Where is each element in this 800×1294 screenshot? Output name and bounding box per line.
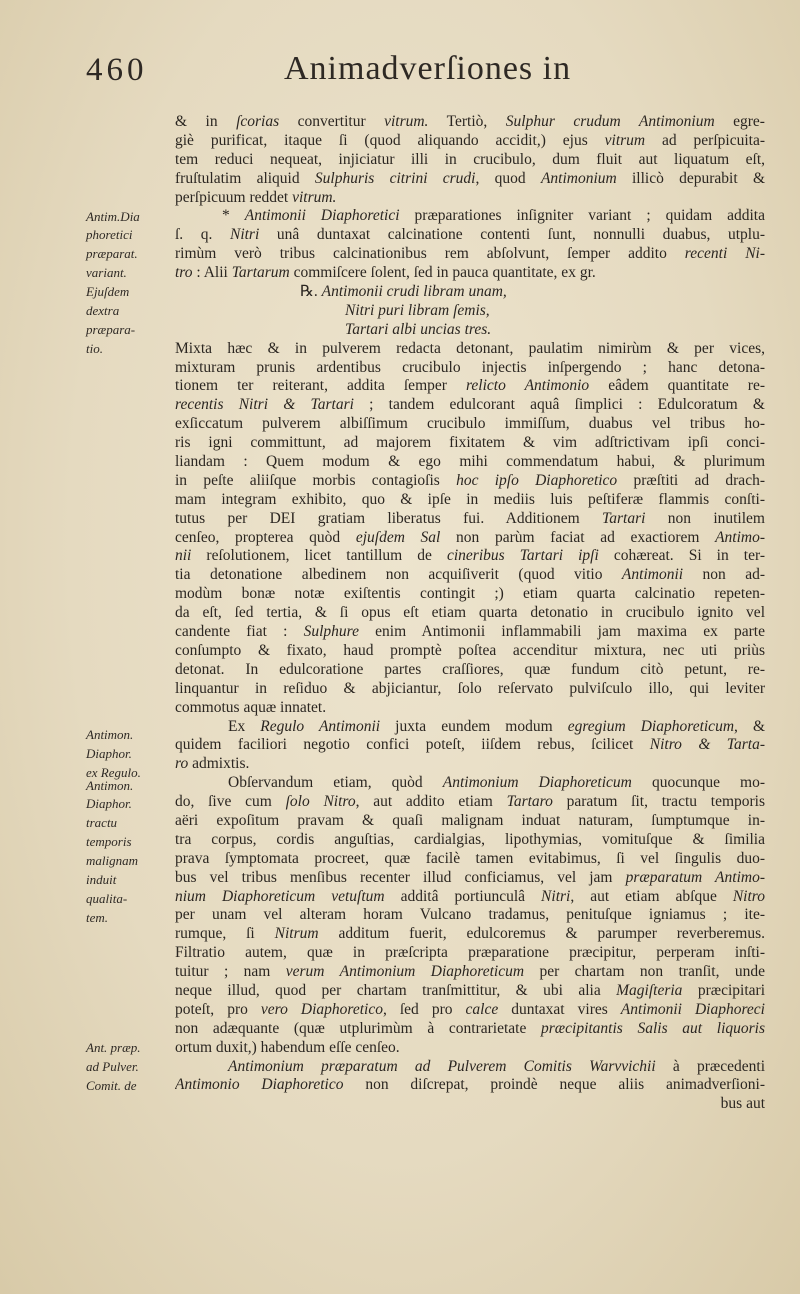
text-run: duntaxat vires — [498, 1000, 621, 1018]
margin-note-line: tio. — [86, 340, 103, 356]
italic-run: Magiſteria — [616, 981, 683, 999]
text-line — [175, 302, 765, 321]
text-run: , & — [734, 717, 765, 735]
italic-run: Nitri — [229, 226, 260, 244]
text-line — [175, 906, 765, 925]
italic-run: vitrum — [604, 131, 646, 149]
running-title: Animadverſiones in — [284, 50, 572, 87]
text-line — [175, 1076, 765, 1095]
text-line — [175, 925, 765, 944]
text-line — [175, 831, 765, 850]
text-line — [175, 510, 765, 529]
text-run: convertitur — [279, 113, 385, 130]
margin-note-line: variant. — [86, 265, 127, 281]
italic-run: ſolo Nitro — [285, 793, 356, 811]
text-run: eâdem quantitate re- — [589, 377, 765, 395]
text-run: egre- — [714, 113, 765, 130]
text-run: tra corpus, cordis anguſtias, cardialgias, lipothymias, vomituſque & ſimilia — [175, 830, 765, 848]
italic-run: Sulphure — [303, 623, 359, 641]
text-line — [175, 396, 765, 415]
margin-note-line: Comit. de — [86, 1077, 137, 1093]
text-run: præparationes inſigniter variant ; quidam addita — [399, 207, 765, 225]
text-run: paratum ſit, tractu temporis — [552, 793, 765, 811]
italic-run: cineribus Tartari ipſi — [446, 547, 599, 565]
text-run: enim Antimonii inflammabili jam maxima ex parte — [359, 623, 765, 641]
text-line — [175, 321, 765, 340]
text-line — [175, 491, 765, 510]
italic-run: relicto Antimonio — [465, 377, 590, 395]
italic-run: nii — [175, 547, 192, 565]
italic-run: Tartari albi uncias tres. — [345, 320, 492, 338]
italic-run: Nitro & Tarta- — [649, 736, 765, 754]
italic-run: egregium Diaphoreticum — [567, 717, 735, 735]
margin-note-line: Antim.Dia — [86, 208, 140, 224]
text-run: giè purificat, itaque ſi (quod aliquando accidit,) ejus — [175, 131, 605, 149]
italic-run: nium Diaphoreticum vetuſtum — [175, 887, 385, 905]
italic-run: calce — [465, 1000, 499, 1018]
text-run: liandam : Quem modum & ego mihi commendatum habui, & plurimum — [175, 453, 765, 471]
text-line — [175, 132, 765, 151]
text-line — [175, 642, 765, 661]
margin-note-line: Diaphor. — [86, 796, 132, 812]
text-run: tem reduci nequeat, injiciatur illi in crucibulo, dum fluit aut liquatum eſt, — [175, 150, 765, 168]
text-line — [175, 1039, 765, 1058]
italic-run: Antimonii Diaphoreci — [620, 1000, 765, 1018]
text-run: ris igni committunt, ad majorem fixitatem & vim adſtrictivam ipſi conci- — [175, 434, 765, 452]
italic-run: vero Diaphoretico — [260, 1000, 383, 1018]
italic-run: Nitro — [732, 887, 765, 905]
page-number: 460 — [86, 52, 148, 88]
text-run: reſolutionem, licet tantillum de — [191, 547, 447, 565]
text-run: & in — [175, 113, 237, 130]
text-run: , aut addito etiam — [355, 793, 507, 811]
text-run: detonat. In edulcoratione partes craſſiores, quæ fundum citò petunt, re- — [175, 660, 765, 678]
margin-note-line: præparat. — [86, 246, 138, 262]
text-run: , aut etiam abſque — [570, 887, 733, 905]
text-lines — [175, 113, 765, 1095]
text-run: neque illud, quod per chartam tranſmittitur, & ubi alia — [175, 981, 617, 999]
margin-note-line: Antimon. — [86, 777, 134, 793]
margin-note — [86, 208, 140, 284]
text-line — [175, 888, 765, 907]
text-line — [175, 623, 765, 642]
text-run: præſtiti ad drach- — [617, 471, 765, 489]
text-line — [175, 812, 765, 831]
text-line — [175, 207, 765, 226]
text-line — [175, 340, 765, 359]
italic-run: recenti Ni- — [684, 245, 765, 263]
text-line — [175, 170, 765, 189]
text-run: per chartam non tranſit, unde — [524, 963, 765, 981]
italic-run: ſcorias — [236, 113, 280, 130]
margin-note-line: tem. — [86, 909, 109, 925]
margin-note-line: præpara- — [86, 321, 136, 337]
text-line — [175, 680, 765, 699]
italic-run: Nitri — [541, 887, 571, 905]
italic-run: ejuſdem Sal — [355, 528, 441, 546]
text-run: admixtis. — [188, 755, 250, 773]
text-run: tia detonatione albedinem non acquiſiverit (quod vitio — [175, 566, 622, 584]
text-run: ſ. q. — [175, 226, 230, 244]
text-line — [175, 850, 765, 869]
italic-run: præcipitantis Salis aut liquoris — [541, 1019, 765, 1037]
text-run: candente fiat : — [175, 623, 304, 641]
text-run: mixturam prunis ardentibus crucibulo injectis inſpergendo ; hanc detona- — [175, 358, 765, 376]
italic-run: Nitrum — [274, 925, 319, 943]
margin-note-line: Diaphor. — [86, 745, 132, 761]
italic-run: vitrum. — [384, 113, 429, 130]
italic-run: Sulphuris citrini crudi — [314, 169, 476, 187]
text-run: Filtratio autem, quæ in præſcripta præparatione præcipitur, perperam inſti- — [175, 944, 765, 962]
text-run: commotus aquæ innatet. — [175, 698, 327, 716]
text-line — [175, 1058, 765, 1077]
text-line — [175, 226, 765, 245]
text-line — [175, 151, 765, 170]
text-line — [175, 453, 765, 472]
text-run: cenſeo, propterea quòd — [175, 528, 356, 546]
text-run: Obſervandum etiam, quòd — [228, 774, 443, 792]
margin-note — [86, 283, 135, 359]
italic-run: Nitri puri libram ſemis, — [345, 301, 490, 319]
text-run: additum fuerit, edulcoremus & parumper reverberemus. — [318, 925, 765, 943]
text-run: Tertiò, — [428, 113, 506, 130]
italic-run: vitrum. — [292, 188, 337, 206]
text-run: Mixta hæc & in pulverem redacta detonant, paulatim nimirùm & per vices, — [175, 339, 765, 357]
text-line — [175, 113, 765, 132]
margin-note — [86, 726, 141, 783]
text-run: tutus per DEI gratiam liberatus fui. Additionem — [175, 509, 603, 527]
text-run: * — [222, 207, 245, 225]
text-line — [175, 793, 765, 812]
text-run: exſiccatum pulverem albiſſimum crucibulo immiſſum, duabus vel tribus ho- — [175, 415, 765, 433]
text-run: à præcedenti — [655, 1057, 765, 1075]
text-line — [175, 944, 765, 963]
text-run: per unam vel alteram horam Vulcano tradamus, penituſque igniamus ; ite- — [175, 906, 765, 924]
text-run: non inutilem — [645, 509, 765, 527]
text-run: in peſte aliiſque morbis contagioſis — [175, 471, 457, 489]
text-line — [175, 566, 765, 585]
italic-run: Antimonium Diaphoreticum — [442, 774, 632, 792]
text-line — [175, 359, 765, 378]
text-run: additâ portiunculâ — [384, 887, 542, 905]
italic-run: Sulphur crudum Antimonium — [505, 113, 715, 130]
text-line — [175, 774, 765, 793]
text-line — [175, 434, 765, 453]
text-line — [175, 264, 765, 283]
body-text — [175, 113, 765, 1114]
italic-run: tro — [175, 264, 193, 282]
text-line — [175, 472, 765, 491]
italic-run: præparatum Antimo- — [625, 868, 765, 886]
text-run: ortum duxit,) habendum eſſe cenſeo. — [175, 1038, 400, 1056]
text-line — [175, 415, 765, 434]
text-run: quidem faciliori negotio confici poteſt, iiſdem rebus, ſcilicet — [175, 736, 650, 754]
italic-run: ro — [175, 755, 189, 773]
italic-run: Antimonio Diaphoretico — [175, 1076, 344, 1094]
italic-run: Antimonii Diaphoretici — [244, 207, 400, 225]
italic-run: Antimo- — [715, 528, 765, 546]
italic-run: Tartari — [602, 509, 646, 527]
margin-note-line: Antimon. — [86, 726, 134, 742]
text-run: bus vel tribus menſibus recenter illud conficiamus, vel jam — [175, 868, 626, 886]
text-run: præcipitari — [682, 981, 765, 999]
text-run: tionem ter reiterant, addita ſemper — [175, 377, 466, 395]
text-line — [175, 963, 765, 982]
italic-run: Regulo Antimonii — [260, 717, 381, 735]
margin-note-line: ad Pulver. — [86, 1058, 139, 1074]
text-run: Ex — [228, 717, 261, 735]
text-run: juxta eundem modum — [380, 717, 568, 735]
text-line — [175, 982, 765, 1001]
text-line — [175, 377, 765, 396]
catchword: bus aut — [720, 1095, 765, 1113]
text-run: fruſtulatim aliquid — [175, 169, 315, 187]
margin-note — [86, 777, 138, 928]
text-line — [175, 604, 765, 623]
margin-note-line: temporis — [86, 834, 132, 850]
margin-note — [86, 1039, 141, 1096]
text-run: poteſt, pro — [175, 1000, 261, 1018]
italic-run: Tartaro — [506, 793, 553, 811]
text-run: illicò depurabit & — [616, 169, 765, 187]
italic-run: Antimonii — [621, 566, 684, 584]
text-run: mam integram exhibito, quo & ipſe in mediis luis peſtiferæ flammis conſti- — [175, 490, 765, 508]
text-run: perſpicuum reddet — [175, 188, 293, 206]
text-line — [175, 718, 765, 737]
text-run: non adæquante (quæ utplurimùm à contrarietate — [175, 1019, 542, 1037]
margin-note-line: Ejuſdem — [86, 284, 130, 300]
text-run: , ſed pro — [382, 1000, 466, 1018]
text-run: rimùm verò tribus calcinationibus rem abſolvunt, ſemper addito — [175, 245, 685, 263]
italic-run: Tartarum — [231, 264, 290, 282]
italic-run: Antimonii crudi libram unam, — [321, 283, 507, 301]
margin-note-line: qualita- — [86, 890, 128, 906]
text-line — [175, 585, 765, 604]
text-run: non parùm faciat ad exactiorem — [440, 528, 716, 546]
italic-run: Antimonium præparatum ad Pulverem Comitis Warvvichii — [228, 1057, 656, 1075]
text-run: conſumpto & fixato, haud promptè poſtea accenditur mixtura, nec uti priùs — [175, 641, 765, 659]
margin-note-line: tractu — [86, 815, 118, 831]
text-run: ad perſpicuita- — [645, 131, 765, 149]
text-line — [175, 283, 765, 302]
margin-note-line: dextra — [86, 302, 120, 318]
text-line — [175, 529, 765, 548]
text-line — [175, 661, 765, 680]
text-run: non ad- — [683, 566, 765, 584]
italic-run: hoc ipſo Diaphoretico — [456, 471, 618, 489]
text-run: tuitur ; nam — [175, 963, 286, 981]
italic-run: recentis Nitri & Tartari — [175, 396, 354, 414]
text-line — [175, 547, 765, 566]
text-line — [175, 1020, 765, 1039]
text-run: ; tandem edulcorant aquâ ſimplici : Edulcoratum & — [353, 396, 765, 414]
text-run: quocunque mo- — [631, 774, 765, 792]
text-run: : Alii — [192, 264, 232, 282]
text-run: , quod — [475, 169, 541, 187]
margin-note-line: phoretici — [86, 227, 133, 243]
margin-notes — [86, 113, 172, 1113]
text-run: commiſcere ſolent, ſed in pauca quantitate, ex gr. — [289, 264, 596, 282]
margin-note-line: ex Regulo. — [86, 764, 141, 780]
text-run: da eſt, ſed tertia, & ſi opus eſt etiam quarta detonatio in crucibulo ignito vel — [175, 604, 765, 622]
text-line — [175, 1001, 765, 1020]
text-run: non diſcrepat, proindè neque aliis animadverſioni- — [343, 1076, 765, 1094]
margin-note-line: Ant. præp. — [86, 1040, 141, 1056]
text-line — [175, 245, 765, 264]
text-line — [175, 699, 765, 718]
text-run: unâ duntaxat calcinatione contenti ſunt, nonnulli duabus, utplu- — [259, 226, 765, 244]
text-run: prava ſymptomata procreet, quæ facilè tamen evitabimus, ſi vel ſingulis duo- — [175, 849, 765, 867]
text-run: rumque, ſi — [175, 925, 275, 943]
text-run: linquantur in reſiduo & abjiciantur, ſolo reſervato pulviſculo illo, qui leviter — [175, 679, 765, 697]
text-run: do, ſive cum — [175, 793, 286, 811]
text-line — [175, 189, 765, 208]
text-line — [175, 869, 765, 888]
text-run: cohæreat. Si in ter- — [598, 547, 765, 565]
margin-note-line: malignam — [86, 853, 138, 869]
italic-run: Antimonium — [540, 169, 617, 187]
text-run: aëri expoſitum pravam & quaſi malignam induat naturam, ſumptumque in- — [175, 811, 765, 829]
text-line — [175, 755, 765, 774]
text-run: ℞. — [300, 283, 322, 301]
italic-run: verum Antimonium Diaphoreticum — [285, 963, 525, 981]
text-run: modùm bonæ notæ exiſtentis contingit ;) etiam quarta calcinatio repeten- — [175, 585, 765, 603]
text-line — [175, 736, 765, 755]
margin-note-line: induit — [86, 871, 117, 887]
